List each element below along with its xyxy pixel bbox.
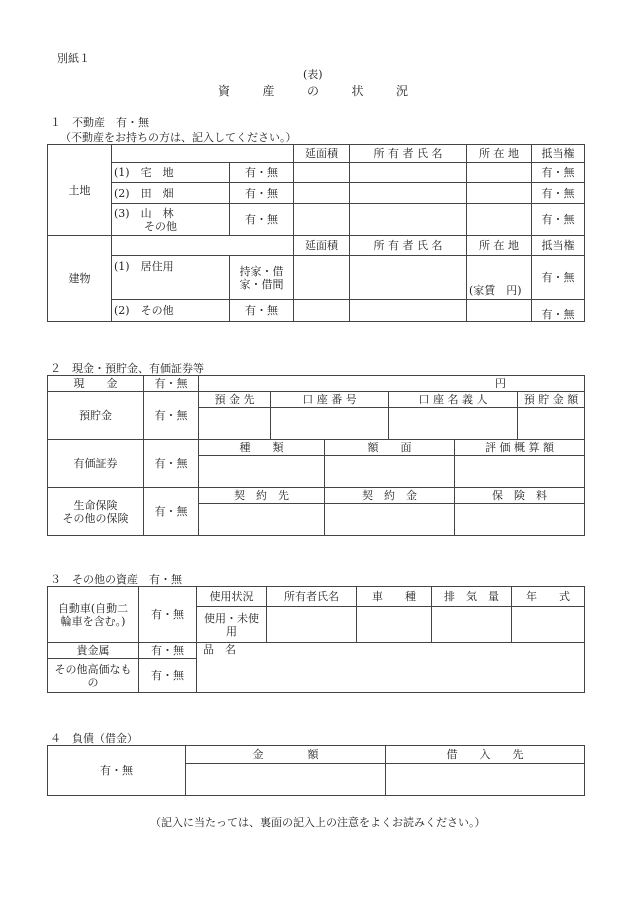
cell[interactable] <box>467 204 532 236</box>
section1-note: （不動産をお持ちの方は、記入してください。） <box>60 131 297 144</box>
section1-heading: １ 不動産 有・無 <box>50 116 149 129</box>
land-item-flag[interactable]: 有・無 <box>230 204 294 236</box>
title-char: 産 <box>262 84 275 98</box>
cell[interactable] <box>325 456 455 488</box>
car-label <box>48 587 139 643</box>
car-col: 所有者氏名 <box>267 587 357 607</box>
building-other-label: (2) その他 <box>112 300 230 322</box>
title-char: 況 <box>395 84 408 98</box>
cell[interactable] <box>294 163 350 183</box>
land-item-mortgage[interactable]: 有・無 <box>532 183 585 204</box>
cell[interactable] <box>186 764 386 796</box>
debt-flag[interactable]: 有・無 <box>48 746 186 796</box>
cell[interactable] <box>389 408 518 440</box>
cell[interactable] <box>350 183 467 204</box>
cell[interactable] <box>512 607 585 643</box>
cash-label: 現 金 <box>48 376 144 392</box>
cell[interactable] <box>455 456 585 488</box>
cell[interactable] <box>199 408 271 440</box>
cell[interactable] <box>294 256 350 300</box>
car-label-line2: 輪車を含む。) <box>60 614 126 628</box>
doc-title <box>218 82 408 99</box>
item-name-cell[interactable] <box>197 643 585 693</box>
deposit-flag[interactable]: 有・無 <box>144 392 199 440</box>
section4-heading: ４ 負債（借金） <box>50 732 138 745</box>
car-col: 年 式 <box>512 587 585 607</box>
cash-flag[interactable]: 有・無 <box>144 376 199 392</box>
cell[interactable] <box>325 504 455 536</box>
debt-col-lender: 借 入 先 <box>386 746 585 764</box>
deposit-col: 預 貯 金 額 <box>518 392 585 408</box>
land-item-flag[interactable]: 有・無 <box>230 163 294 183</box>
land-item-label: (1) 宅 地 <box>112 163 230 183</box>
col-area: 延面積 <box>294 145 350 163</box>
cell[interactable] <box>199 504 325 536</box>
title-char: の <box>306 84 319 98</box>
car-label-line1: 自動車(自動二 <box>57 601 129 615</box>
debt-col-amount: 金 額 <box>186 746 386 764</box>
cell[interactable] <box>357 607 432 643</box>
col-owner: 所 有 者 氏 名 <box>350 145 467 163</box>
insurance-flag[interactable]: 有・無 <box>144 488 199 536</box>
building-label: 建物 <box>48 236 112 322</box>
item-name-label: 品 名 <box>203 643 236 656</box>
cash-amount[interactable]: 円 <box>199 376 585 392</box>
footer-note: （記入に当たっては、裏面の記入上の注意をよくお読みください。） <box>150 816 486 829</box>
cell[interactable] <box>467 183 532 204</box>
rent-label: (家賃 円) <box>469 284 522 297</box>
rent-cell[interactable] <box>467 256 532 300</box>
insurance-col: 契 約 先 <box>199 488 325 504</box>
car-col: 使用状況 <box>197 587 267 607</box>
car-col: 排 気 量 <box>432 587 512 607</box>
insurance-label-line2: その他の保険 <box>62 511 129 525</box>
cell[interactable] <box>467 163 532 183</box>
cell[interactable] <box>432 607 512 643</box>
title-char: 状 <box>351 84 364 98</box>
building-other-flag[interactable]: 有・無 <box>230 300 294 322</box>
securities-col: 額 面 <box>325 440 455 456</box>
col-location: 所 在 地 <box>467 145 532 163</box>
cell[interactable] <box>294 183 350 204</box>
col-mortgage: 抵当権 <box>532 236 585 256</box>
car-usage[interactable]: 使用・未使用 <box>197 607 267 643</box>
col-owner: 所 有 者 氏 名 <box>350 236 467 256</box>
securities-col: 評 価 概 算 額 <box>455 440 585 456</box>
other-valuable-flag[interactable]: 有・無 <box>139 659 197 693</box>
col-area: 延面積 <box>294 236 350 256</box>
land-item-flag[interactable]: 有・無 <box>230 183 294 204</box>
cell[interactable] <box>294 204 350 236</box>
cell[interactable] <box>350 204 467 236</box>
building-residence-flag-line1: 持家・借 <box>239 264 284 278</box>
cell[interactable] <box>267 607 357 643</box>
metal-label: 貴金属 <box>48 643 139 659</box>
building-residence-mortgage[interactable]: 有・無 <box>532 256 585 300</box>
cell[interactable] <box>294 300 350 322</box>
deposit-col: 口 座 名 義 人 <box>389 392 518 408</box>
cell[interactable] <box>350 256 467 300</box>
land-item-label <box>112 204 230 236</box>
attachment-label: 別紙１ <box>57 52 90 65</box>
cell[interactable] <box>199 456 325 488</box>
table-label: (表) <box>303 68 323 81</box>
land-item-mortgage[interactable]: 有・無 <box>532 204 585 236</box>
land-item-label-line2: その他 <box>144 219 177 233</box>
building-other-mortgage[interactable]: 有・無 <box>532 300 585 322</box>
car-col: 車 種 <box>357 587 432 607</box>
metal-flag[interactable]: 有・無 <box>139 643 197 659</box>
cell[interactable] <box>271 408 389 440</box>
cell[interactable] <box>386 764 585 796</box>
insurance-col: 契 約 金 <box>325 488 455 504</box>
cell[interactable] <box>350 163 467 183</box>
land-item-mortgage[interactable]: 有・無 <box>532 163 585 183</box>
cell[interactable] <box>467 300 532 322</box>
building-residence-flag-line2: 家・借間 <box>239 277 284 291</box>
cell[interactable] <box>350 300 467 322</box>
other-valuable-label: その他高価なもの <box>48 659 139 693</box>
section3-heading: ３ その他の資産 有・無 <box>50 573 182 586</box>
deposit-label: 預貯金 <box>48 392 144 440</box>
financial-assets-table <box>47 375 585 536</box>
real-estate-table <box>47 144 585 322</box>
car-flag[interactable]: 有・無 <box>139 587 197 643</box>
securities-col: 種 類 <box>199 440 325 456</box>
section2-heading: ２ 現金・預貯金、有価証券等 <box>50 362 204 375</box>
securities-label: 有価証券 <box>48 440 144 488</box>
insurance-label <box>48 488 144 536</box>
land-label: 土地 <box>48 145 112 236</box>
insurance-col: 保 険 料 <box>455 488 585 504</box>
land-item-label-line1: (3) 山 林 <box>114 206 174 220</box>
building-residence-label: (1) 居住用 <box>112 256 230 300</box>
insurance-label-line1: 生命保険 <box>73 498 118 512</box>
cell[interactable] <box>455 504 585 536</box>
debt-table <box>47 745 585 796</box>
col-location: 所 在 地 <box>467 236 532 256</box>
deposit-col: 預 金 先 <box>199 392 271 408</box>
col-mortgage: 抵当権 <box>532 145 585 163</box>
title-char: 資 <box>218 84 231 98</box>
other-assets-table <box>47 586 585 693</box>
deposit-col: 口 座 番 号 <box>271 392 389 408</box>
cell[interactable] <box>518 408 585 440</box>
land-item-label: (2) 田 畑 <box>112 183 230 204</box>
building-residence-flag[interactable] <box>230 256 294 300</box>
securities-flag[interactable]: 有・無 <box>144 440 199 488</box>
